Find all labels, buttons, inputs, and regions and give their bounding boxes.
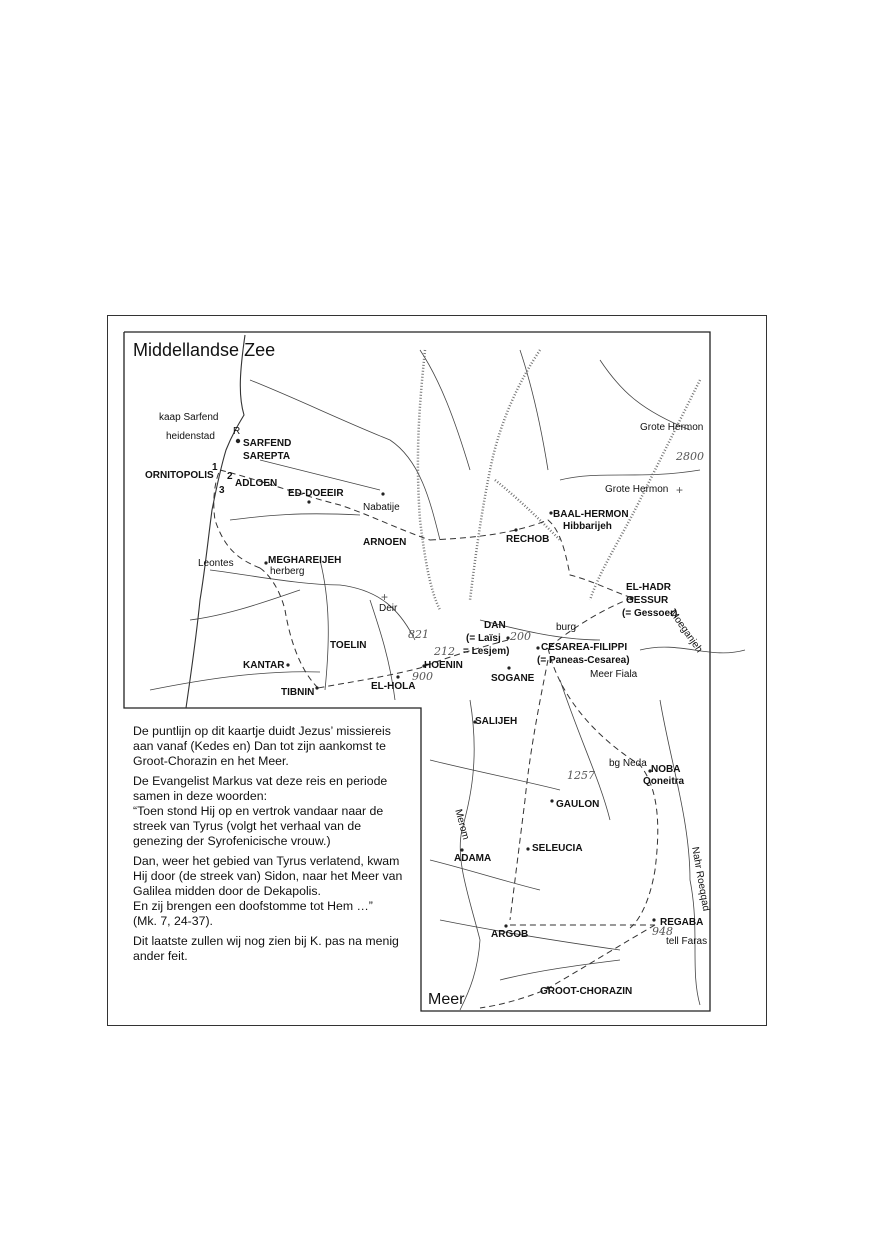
label-gaulon: GAULON: [556, 799, 600, 810]
label-number-1: 1: [212, 462, 218, 473]
label-adloen: ADLOEN: [235, 478, 278, 489]
label-rechob: RECHOB: [506, 534, 550, 545]
label-number-2: 2: [227, 471, 233, 482]
label-salijeh: SALIJEH: [475, 716, 518, 727]
elevation-2800: 2800: [676, 450, 704, 463]
label-adama: ADAMA: [454, 853, 492, 864]
label-noba: NOBA: [651, 764, 681, 775]
paragraph-markus: [133, 774, 408, 849]
label-el-hola: EL-HOLA: [371, 681, 416, 692]
label-argob: ARGOB: [491, 929, 529, 940]
label-baal-hermon: BAAL-HERMON: [553, 509, 629, 520]
label-merom: Merom: [452, 808, 472, 841]
elevation-200: 200: [510, 630, 531, 643]
label-nahr-roeqqad: Nahr Roeqqad: [689, 846, 712, 912]
label-dan: DAN: [484, 620, 506, 631]
markus-intro: De Evangelist Markus vat deze reis en periode samen in deze woorden:: [133, 774, 388, 803]
label-ed-doeeir: ED-DOEEIR: [288, 488, 344, 499]
coastline: [186, 335, 245, 708]
elevation-821: 821: [408, 628, 429, 641]
map-title: Middellandse Zee: [133, 340, 276, 360]
label-regaba: REGABA: [660, 917, 704, 928]
label-qoneitra: Qoneitra: [643, 776, 685, 787]
quote-line-1: Dan, weer het gebied van Tyrus verlatend, kwam Hij door (de streek van) Sidon, naar het Meer van Galilea midden door de Dekapolis.: [133, 854, 403, 898]
label-ornitopolis: ORNITOPOLIS: [145, 470, 214, 481]
label-meghareijeh: MEGHAREIJEH: [268, 555, 342, 566]
label-laisj: (= Laïsj: [466, 633, 501, 644]
label-hibbarijeh: Hibbarijeh: [563, 521, 612, 532]
label-r: R: [233, 426, 241, 437]
label-gessoer: (= Gessoer): [622, 608, 678, 619]
label-meer-fiala: Meer Fiala: [590, 669, 638, 680]
label-number-3: 3: [219, 485, 225, 496]
label-bg-neda: bg Neda: [609, 758, 647, 769]
label-toelin: TOELIN: [330, 640, 367, 651]
label-kaap-sarfend: kaap Sarfend: [159, 412, 219, 423]
label-deir: Deir: [379, 603, 398, 614]
label-el-hadr: EL-HADR: [626, 582, 671, 593]
label-kantar: KANTAR: [243, 660, 285, 671]
label-seleucia: SELEUCIA: [532, 843, 583, 854]
quote-line-2: En zij brengen een doofstomme tot Hem …”: [133, 899, 373, 913]
elevation-1257: 1257: [567, 769, 595, 782]
label-sarfend: SARFEND: [243, 438, 292, 449]
label-nabatije: Nabatije: [363, 502, 400, 513]
label-sogane: SOGANE: [491, 673, 535, 684]
label-herberg: herberg: [270, 566, 305, 577]
label-groot-chorazin: GROOT-CHORAZIN: [540, 986, 633, 997]
elevation-900: 900: [412, 670, 433, 683]
label-hoenin: HOENIN: [424, 660, 463, 671]
elevation-948: 948: [652, 925, 673, 938]
label-gessur: GESSUR: [626, 595, 669, 606]
label-leontes: Leontes: [198, 558, 234, 569]
label-tibnin: TIBNIN: [281, 687, 315, 698]
label-sarepta: SAREPTA: [243, 451, 291, 462]
label-grote-hermon-2: Grote Hermon: [605, 484, 669, 495]
markus-quote: “Toen stond Hij op en vertrok vandaar naar de streek van Tyrus (volgt het verhaal van de genezing der Syrofenicische vrouw.): [133, 804, 384, 848]
label-cesarea-filippi: CESAREA-FILIPPI: [541, 642, 628, 653]
label-grote-hermon-1: Grote Hermon: [640, 422, 704, 433]
mountain-ridges: [418, 350, 700, 610]
label-lesjem: = Lesjem): [463, 646, 510, 657]
label-moeganjeh: Moeganjeh: [666, 608, 705, 655]
explanation-text: [133, 724, 408, 969]
paragraph-quote-cont: [133, 854, 408, 929]
quote-reference: (Mk. 7, 24-37).: [133, 914, 213, 928]
label-tell-faras: tell Faras: [666, 936, 708, 947]
paragraph-route: De puntlijn op dit kaartje duidt Jezus’ missiereis aan vanaf (Kedes en) Dan tot zijn aankomst te Groot-Chorazin en het Meer.: [133, 724, 391, 768]
label-heidenstad: heidenstad: [166, 431, 215, 442]
label-burg: burg: [556, 622, 577, 633]
paragraph-closing: Dit laatste zullen wij nog zien bij K. pas na menig ander feit.: [133, 934, 399, 963]
svg-text:+: +: [381, 590, 389, 604]
label-arnoen: ARNOEN: [363, 537, 407, 548]
label-meer: Meer: [428, 991, 465, 1008]
elevation-212: 212: [434, 645, 455, 658]
svg-text:+: +: [676, 483, 684, 497]
label-paneas-cesarea: (= Paneas-Cesarea): [537, 655, 630, 666]
